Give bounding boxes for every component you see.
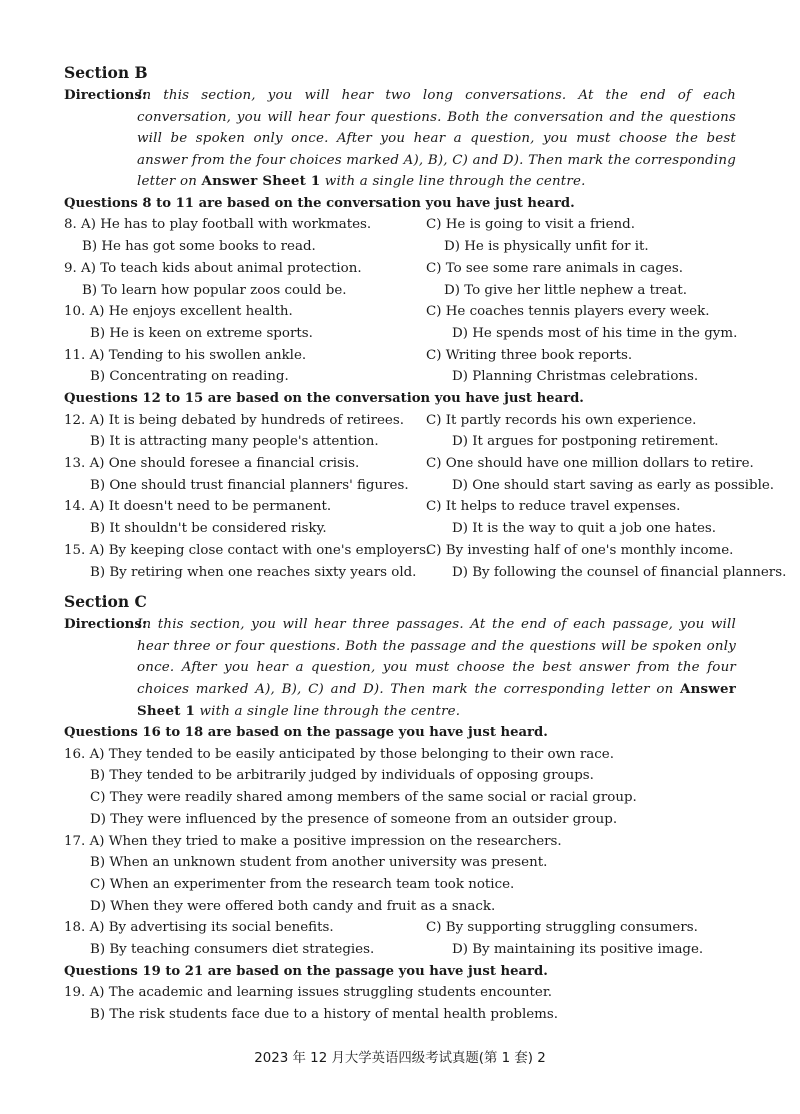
question-14-row-2 bbox=[64, 518, 736, 540]
question-16-option-d: D) They were influenced by the presence of someone from an outsider group. bbox=[90, 811, 618, 827]
question-17-option-b: B) When an unknown student from another university was present. bbox=[90, 855, 548, 871]
question-option-b: B) It is attracting many people's attention. bbox=[90, 434, 379, 450]
question-16-option-b: B) They tended to be arbitrarily judged by individuals of opposing groups. bbox=[90, 768, 594, 784]
question-option-c: C) One should have one million dollars to retire. bbox=[426, 456, 754, 471]
question-16-option-c: C) They were readily shared among members of the same social or racial group. bbox=[90, 790, 637, 806]
question-11-row-1 bbox=[64, 345, 736, 367]
directions-label: Directions: bbox=[64, 616, 147, 633]
question-9-row-2 bbox=[64, 280, 736, 302]
question-16-option-a: 16. A) They tended to be easily anticipated by those belonging to their own race. bbox=[64, 746, 614, 762]
section-c-title: Section C bbox=[64, 592, 147, 612]
question-18-option-d: D) By maintaining its positive image. bbox=[452, 942, 704, 958]
question-18-row-2 bbox=[64, 939, 736, 961]
question-15-row-2 bbox=[64, 562, 787, 584]
question-option-a: 15. A) By keeping close contact with one's employers. bbox=[64, 542, 431, 558]
question-18-option-b: B) By teaching consumers diet strategies. bbox=[90, 942, 375, 958]
question-option-d: D) By following the counsel of financial planners. bbox=[452, 564, 787, 580]
question-option-d: D) Planning Christmas celebrations. bbox=[452, 369, 699, 385]
section-c-directions bbox=[64, 614, 736, 722]
question-option-a: 11. A) Tending to his swollen ankle. bbox=[64, 347, 307, 363]
question-8-row-2 bbox=[64, 236, 736, 258]
question-option-a: 8. A) He has to play football with workmates. bbox=[64, 217, 372, 233]
question-option-b: B) By retiring when one reaches sixty years old. bbox=[90, 564, 417, 580]
section-b-directions bbox=[64, 85, 736, 193]
question-option-a: 12. A) It is being debated by hundreds of retirees. bbox=[64, 412, 404, 428]
section-b-title: Section B bbox=[64, 63, 148, 82]
question-18-option-a: 18. A) By advertising its social benefits. bbox=[64, 920, 334, 936]
question-10-row-1 bbox=[64, 301, 736, 323]
question-option-b: B) It shouldn't be considered risky. bbox=[90, 521, 327, 537]
question-option-b: B) One should trust financial planners' figures. bbox=[90, 477, 409, 493]
directions-text: In this section, you will hear two long conversations. At the end of each conversation, you will hear four questions. Both the conversation and the questions will be spoken only once. After you hear a question, you must choose the best answer from the four choices marked A), B), C) and D). Then mark the corresponding letter on Answer Sheet 1 with a single line through the centre. bbox=[137, 88, 736, 190]
question-option-d: D) He is physically unfit for it. bbox=[444, 239, 649, 255]
question-group-heading: Questions 8 to 11 are based on the conversation you have just heard. bbox=[64, 195, 575, 211]
question-17-option-a: 17. A) When they tried to make a positive impression on the researchers. bbox=[64, 833, 562, 849]
directions-label: Directions: bbox=[64, 87, 147, 103]
question-8-row-1 bbox=[64, 214, 736, 236]
question-group-heading: Questions 19 to 21 are based on the passage you have just heard. bbox=[64, 963, 548, 979]
question-17-option-c: C) When an experimenter from the research team took notice. bbox=[90, 876, 515, 892]
question-18-option-c: C) By supporting struggling consumers. bbox=[426, 920, 698, 936]
question-option-c: C) He is going to visit a friend. bbox=[426, 217, 635, 233]
question-option-c: C) He coaches tennis players every week. bbox=[426, 304, 710, 320]
question-option-b: B) He has got some books to read. bbox=[82, 239, 316, 255]
question-option-a: 9. A) To teach kids about animal protection. bbox=[64, 260, 362, 276]
question-option-d: D) It is the way to quit a job one hates. bbox=[452, 521, 717, 537]
question-13-row-2 bbox=[64, 475, 775, 497]
question-option-b: B) He is keen on extreme sports. bbox=[90, 325, 313, 341]
question-12-row-2 bbox=[64, 431, 736, 453]
question-17-option-d: D) When they were offered both candy and fruit as a snack. bbox=[90, 898, 496, 914]
question-19-option-a: 19. A) The academic and learning issues struggling students encounter. bbox=[64, 985, 553, 1001]
question-group-heading: Questions 16 to 18 are based on the passage you have just heard. bbox=[64, 725, 548, 741]
question-option-a: 14. A) It doesn't need to be permanent. bbox=[64, 499, 332, 515]
directions-text: In this section, you will hear three passages. At the end of each passage, you will hear three or four questions. Both the passage and the questions will be spoken only once. After you hear a question, you must choose the best answer from the four choices marked A), B), C) and D). Then mark the corresponding letter on Answer Sheet 1 with a single line through the centre. bbox=[137, 617, 736, 719]
question-10-row-2 bbox=[64, 323, 736, 345]
question-option-c: C) It partly records his own experience. bbox=[426, 412, 697, 428]
question-option-c: C) To see some rare animals in cages. bbox=[426, 260, 683, 276]
question-14-row-1 bbox=[64, 496, 736, 518]
question-option-c: C) It helps to reduce travel expenses. bbox=[426, 499, 681, 515]
question-option-d: D) To give her little nephew a treat. bbox=[444, 282, 687, 298]
question-18-row-1 bbox=[64, 917, 736, 939]
question-option-b: B) Concentrating on reading. bbox=[90, 369, 289, 385]
question-option-d: D) It argues for postponing retirement. bbox=[452, 434, 719, 450]
question-option-c: C) Writing three book reports. bbox=[426, 347, 633, 363]
question-option-c: C) By investing half of one's monthly income. bbox=[426, 542, 734, 558]
question-9-row-1 bbox=[64, 258, 736, 280]
question-option-a: 13. A) One should foresee a financial crisis. bbox=[64, 456, 360, 471]
page-footer: 2023 年 12 月大学英语四级考试真题(第 1 套) 2 bbox=[254, 1051, 546, 1066]
question-12-row-1 bbox=[64, 410, 736, 432]
question-11-row-2 bbox=[64, 366, 736, 388]
question-option-b: B) To learn how popular zoos could be. bbox=[82, 282, 347, 298]
question-option-d: D) He spends most of his time in the gym. bbox=[452, 325, 738, 341]
question-19-option-b: B) The risk students face due to a history of mental health problems. bbox=[90, 1006, 559, 1022]
question-option-a: 10. A) He enjoys excellent health. bbox=[64, 304, 293, 320]
exam-page bbox=[64, 62, 787, 1026]
question-13-row-1 bbox=[64, 453, 754, 475]
question-group-heading: Questions 12 to 15 are based on the conversation you have just heard. bbox=[64, 391, 584, 407]
question-option-d: D) One should start saving as early as possible. bbox=[452, 477, 775, 493]
question-15-row-1 bbox=[64, 540, 736, 562]
